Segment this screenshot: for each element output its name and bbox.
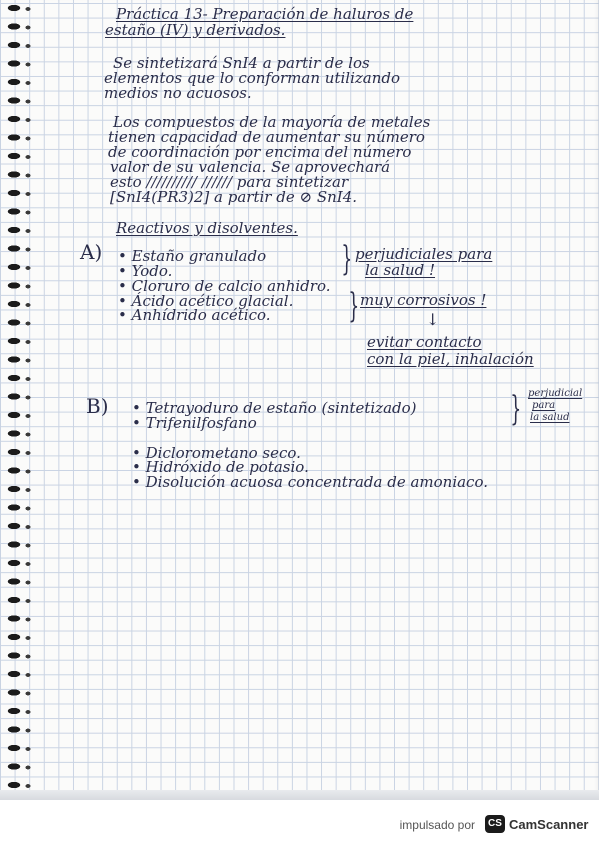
para2-line-5: esto ////////// ////// para sintetizar [110, 173, 349, 191]
page-bottom-edge [0, 790, 599, 800]
group-b-item-5: • Disolución acuosa concentrada de amoniaco. [132, 473, 488, 491]
group-a-item-2: • Yodo. [118, 262, 173, 280]
group-a-item-3: • Cloruro de calcio anhidro. [118, 277, 331, 295]
camscanner-logo-icon: CS [485, 815, 505, 833]
down-arrow-icon: ↓ [426, 310, 440, 329]
group-b-note-line-2: para [532, 400, 556, 411]
group-b-item-2: • Trifenilfosfano [132, 414, 257, 432]
para2-line-4: valor de su valencia. Se aprovechará [110, 158, 391, 176]
group-b-label: B) [86, 394, 109, 418]
group-a-note-3-line-1: evitar contacto [367, 333, 482, 351]
group-a-label: A) [80, 240, 103, 264]
group-a-item-4: • Ácido acético glacial. [118, 292, 294, 310]
intro-line-1: Se sintetizará SnI4 a partir de los [113, 54, 370, 72]
para2-line-2: tienen capacidad de aumentar su número [108, 128, 425, 146]
camscanner-brand: CamScanner [509, 817, 589, 832]
brace-a-1: } [341, 239, 353, 279]
group-a-note-3-line-2: con la piel, inhalación [367, 350, 534, 368]
group-b-item-4: • Hidróxido de potasio. [132, 458, 309, 476]
intro-line-2: elementos que lo conforman utilizando [104, 69, 401, 87]
footer-label: impulsado por [399, 818, 475, 832]
para2-line-6: [SnI4(PR3)2] a partir de ⊘ SnI4. [110, 188, 358, 206]
title-line-2: estaño (IV) y derivados. [105, 21, 286, 39]
group-a-note-1-line-1: perjudiciales para [355, 245, 493, 263]
intro-line-3: medios no acuosos. [104, 84, 252, 102]
brace-b: } [510, 389, 522, 429]
group-a-item-1: • Estaño granulado [118, 247, 267, 265]
group-a-note-1-line-2: la salud ! [365, 261, 436, 279]
group-a-note-2: muy corrosivos ! [360, 291, 487, 309]
brace-a-2: } [348, 286, 360, 326]
group-a-item-5: • Anhídrido acético. [118, 306, 271, 324]
group-b-item-1: • Tetrayoduro de estaño (sintetizado) [132, 399, 417, 417]
group-b-item-3: • Diclorometano seco. [132, 444, 301, 462]
para2-line-3: de coordinación por encima del número [108, 143, 412, 161]
section-heading: Reactivos y disolventes. [116, 219, 298, 237]
spiral-binding [0, 0, 34, 800]
title-line-1: Práctica 13- Preparación de haluros de [116, 5, 414, 23]
group-b-note-line-3: la salud [530, 412, 570, 423]
para2-line-1: Los compuestos de la mayoría de metales [113, 113, 431, 131]
scanner-footer [0, 800, 599, 848]
group-b-note-line-1: perjudicial [528, 388, 583, 399]
